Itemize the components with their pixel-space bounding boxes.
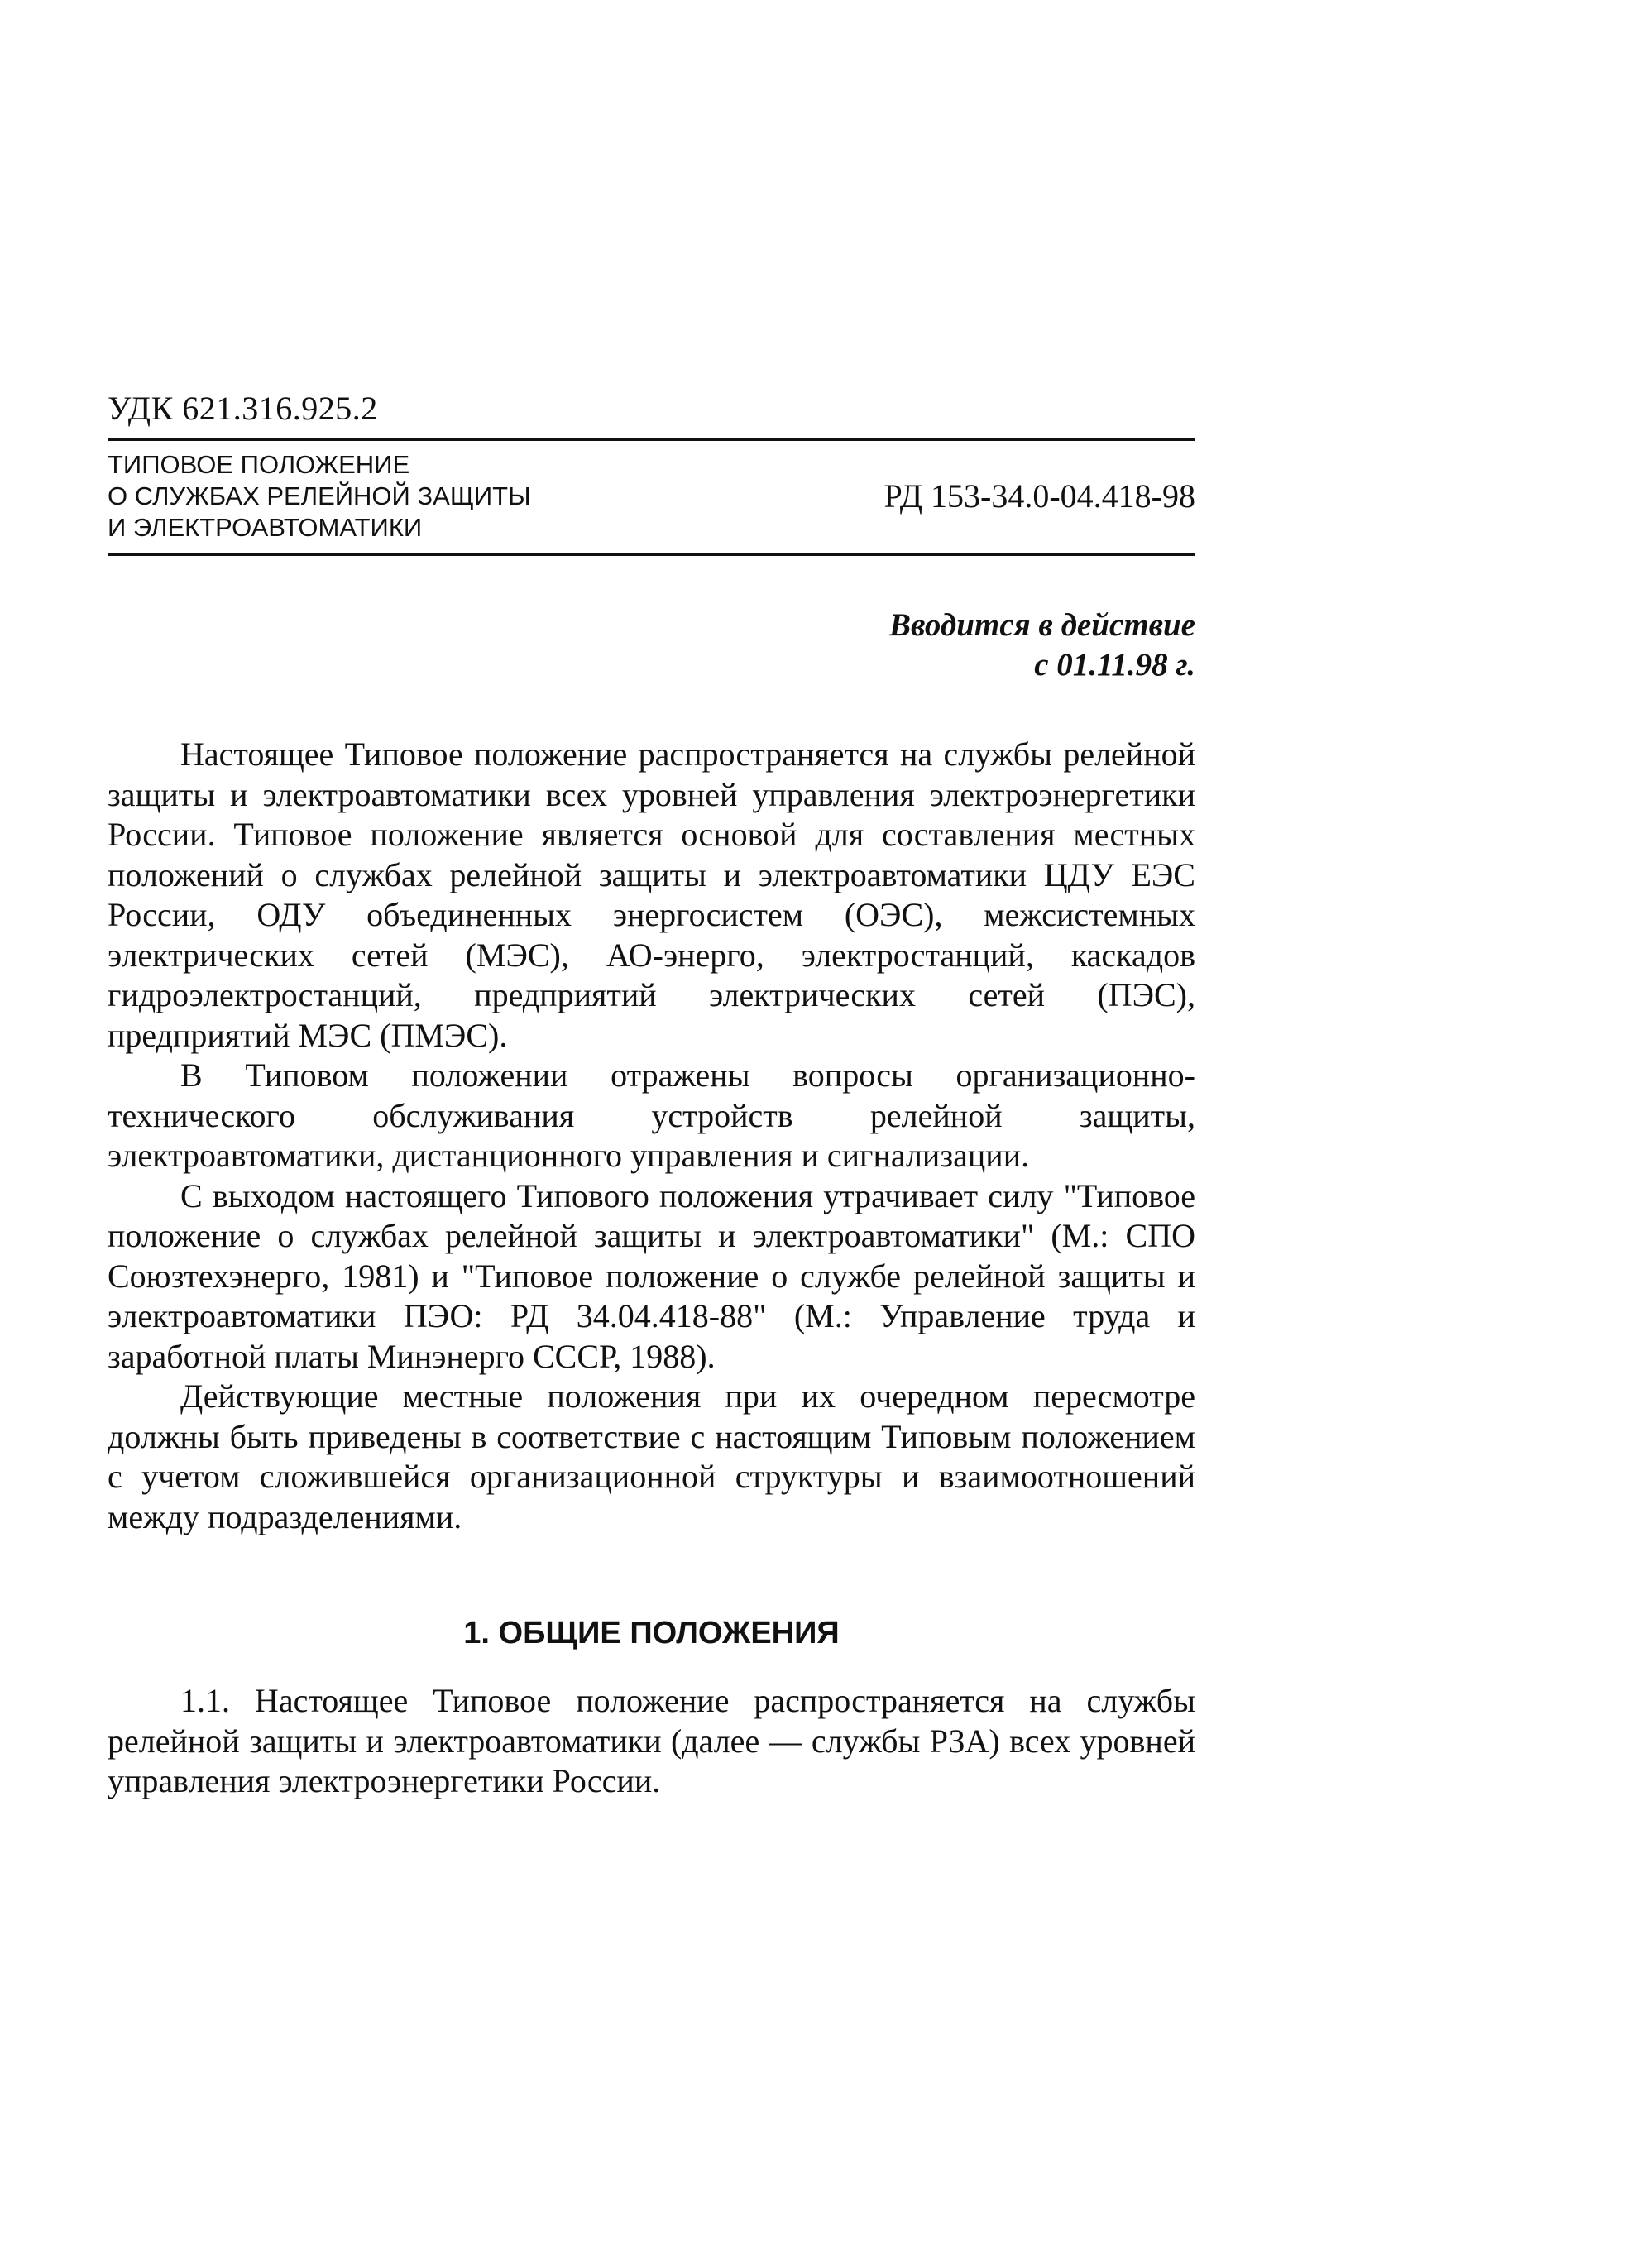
document-header — [108, 441, 1195, 553]
document-title-line: ТИПОВОЕ ПОЛОЖЕНИЕ — [108, 450, 410, 479]
document-title — [108, 449, 531, 544]
effective-date-note — [108, 606, 1195, 685]
effective-date: с 01.11.98 г. — [1034, 647, 1195, 683]
section-heading: 1. ОБЩИЕ ПОЛОЖЕНИЯ — [463, 1616, 840, 1650]
document-title-line: О СЛУЖБАХ РЕЛЕЙНОЙ ЗАЩИТЫ — [108, 481, 531, 510]
udk-code: УДК 621.316.925.2 — [108, 390, 378, 427]
paragraph: Настоящее Типовое положение распространяется на службы релейной защиты и электроавтоматики всех уровней управления электроэнергетики России. Типовое положение является основой для составления местных положений о службах релейной защиты и электроавтоматики ЦДУ ЕЭС России, ОДУ объединенных энергосистем (ОЭС), межсистемных электрических сетей (МЭС), АО-энерго, электростанций, каскадов гидроэлектростанций, предприятий электрических сетей (ПЭС), предприятий МЭС (ПМЭС). — [108, 735, 1195, 1054]
paragraph: С выходом настоящего Типового положения утрачивает силу "Типовое положение о службах релейной защиты и электроавтоматики" (М.: СПО Союзтехэнерго, 1981) и "Типовое положение о службе релейной защиты и электроавтоматики ПЭО: РД 34.04.418-88" (М.: Управление труда и заработной платы Минэнерго СССР, 1988). — [108, 1176, 1195, 1375]
paragraph: В Типовом положении отражены вопросы организационно-технического обслуживания устройств релейной защиты, электроавтоматики, дистанционного управления и сигнализации. — [108, 1056, 1195, 1174]
section-item: 1.1. Настоящее Типовое положение распространяется на службы релейной защиты и электроавтоматики (далее — службы РЗА) всех уровней управления электроэнергетики России. — [108, 1682, 1195, 1799]
bottom-rule — [108, 553, 1195, 556]
paragraph: Действующие местные положения при их очередном пересмотре должны быть приведены в соответствие с настоящим Типовым положением с учетом сложившейся организационной структуры и взаимоотношений между подразделениями. — [108, 1377, 1195, 1535]
document-code: РД 153-34.0-04.418-98 — [883, 477, 1195, 515]
section-body — [108, 1681, 1195, 1802]
page-content — [108, 389, 1195, 1802]
document-title-line: И ЭЛЕКТРОАВТОМАТИКИ — [108, 513, 423, 542]
effective-line: Вводится в действие — [888, 607, 1195, 643]
preamble — [108, 735, 1195, 1537]
